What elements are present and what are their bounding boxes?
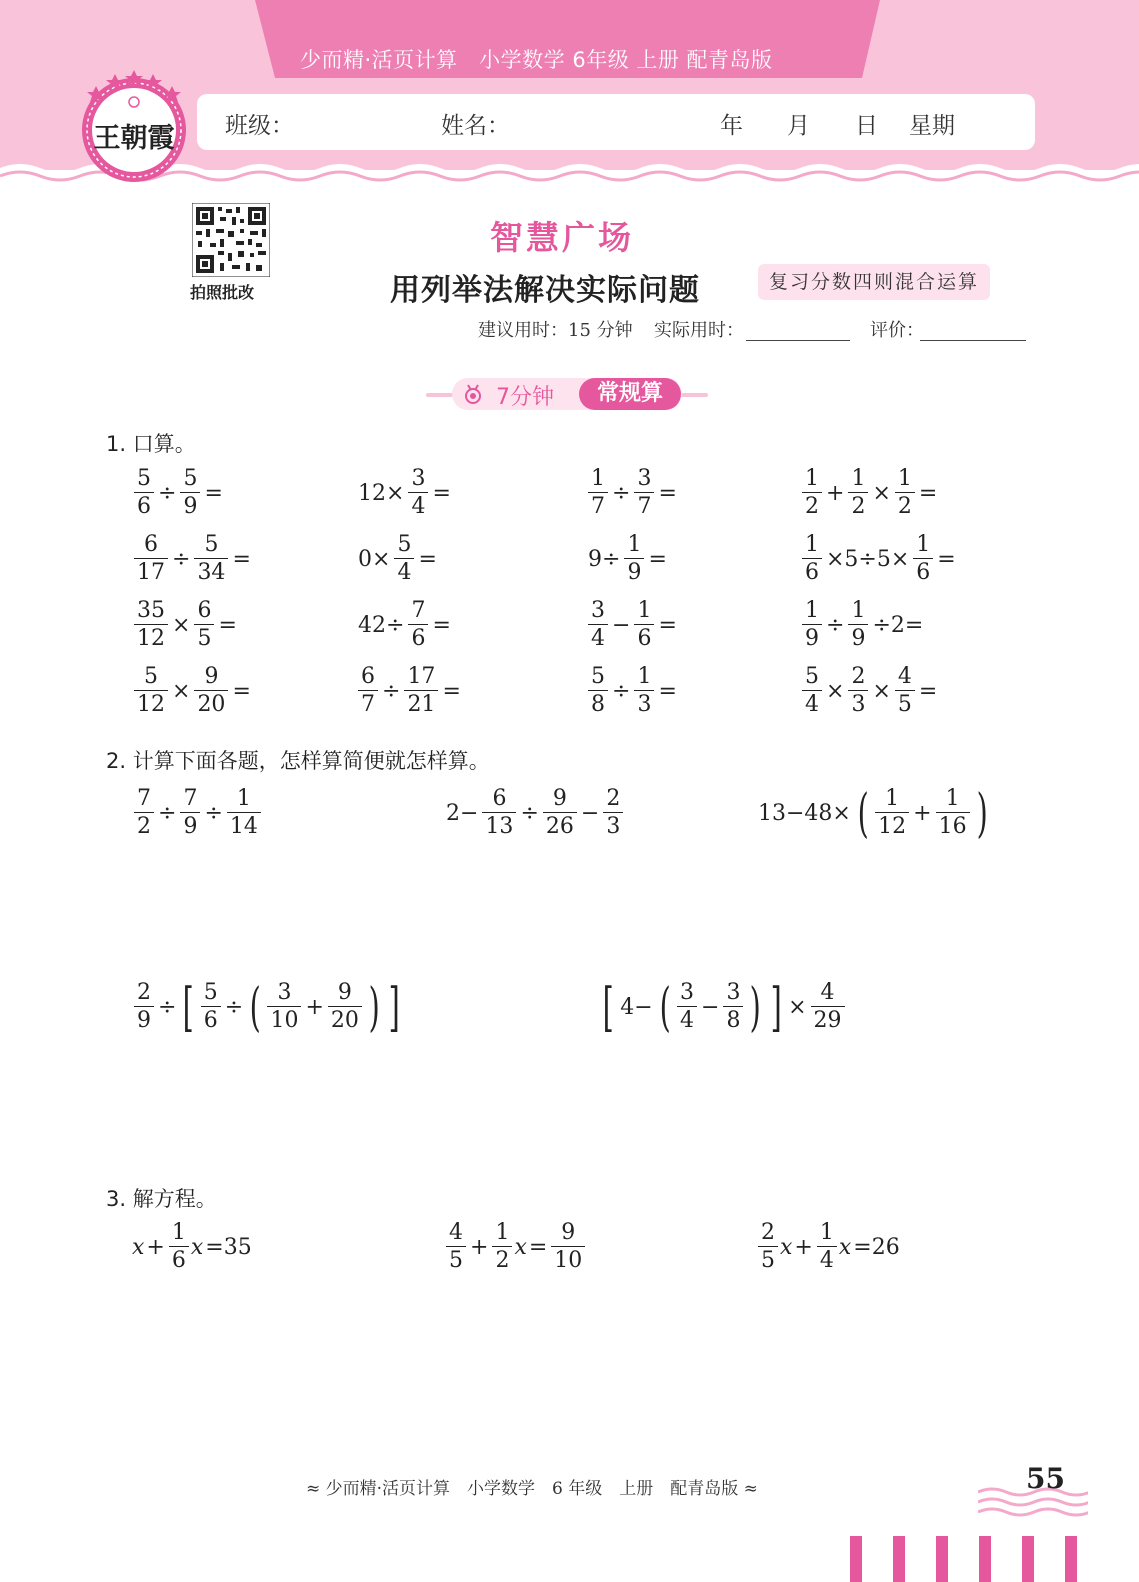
denominator: 6 <box>134 492 154 521</box>
numerator: 1 <box>916 532 931 557</box>
operator: = <box>232 679 251 704</box>
numerator: 3 <box>591 598 605 623</box>
bracket: [ <box>183 977 195 1038</box>
mental-math-item <box>132 664 253 719</box>
numerator: 2 <box>606 786 621 811</box>
fraction <box>913 532 933 587</box>
operator: ÷ <box>826 613 845 638</box>
grade-label: 评价： <box>870 320 924 341</box>
operator: − <box>701 995 720 1020</box>
bracket: ) <box>976 783 988 844</box>
numerator: 1 <box>171 1220 186 1245</box>
denominator: 13 <box>482 812 516 841</box>
denominator: 7 <box>634 492 654 521</box>
section-tag: 常规算 <box>579 378 681 410</box>
denominator: 2 <box>895 492 915 521</box>
denominator: 9 <box>180 812 200 841</box>
denominator: 12 <box>134 624 168 653</box>
numerator: 3 <box>637 466 652 491</box>
denominator: 20 <box>328 1006 362 1035</box>
denominator: 12 <box>134 690 168 719</box>
fraction <box>404 664 438 719</box>
fraction <box>194 532 228 587</box>
numerator: 7 <box>411 598 426 623</box>
fraction <box>848 598 868 653</box>
numerator: 3 <box>411 466 426 491</box>
denominator: 6 <box>408 624 428 653</box>
actual-time-field[interactable] <box>746 322 850 341</box>
page-subtitle: 用列举法解决实际问题 <box>390 273 700 308</box>
denominator: 3 <box>848 690 868 719</box>
fraction <box>267 980 301 1035</box>
operator: 9÷ <box>588 547 621 572</box>
suggested-time: 建议用时：15 分钟 <box>478 320 633 341</box>
denominator: 5 <box>194 624 214 653</box>
variable: x <box>838 1235 852 1260</box>
operator: × <box>826 679 845 704</box>
fraction <box>895 466 915 521</box>
operator: = <box>658 481 677 506</box>
operator: ÷ <box>382 679 401 704</box>
numerator: 2 <box>137 980 151 1005</box>
denominator: 26 <box>543 812 577 841</box>
denominator: 6 <box>913 558 933 587</box>
operator: 42÷ <box>358 613 405 638</box>
operator: × <box>872 481 891 506</box>
denominator: 5 <box>895 690 915 719</box>
denominator: 29 <box>811 1006 845 1035</box>
operator: + <box>913 801 932 826</box>
mental-math-item <box>356 598 453 653</box>
numerator: 1 <box>637 664 652 689</box>
footer-stripe <box>850 1536 862 1582</box>
numerator: 5 <box>203 980 218 1005</box>
fraction <box>492 1220 512 1275</box>
numerator: 1 <box>851 466 866 491</box>
review-tag: 复习分数四则混合运算 <box>758 264 990 300</box>
bracket: ( <box>857 783 869 844</box>
question-2-title: 2. 计算下面各题，怎样算简便就怎样算。 <box>106 749 490 773</box>
qr-code-icon[interactable] <box>192 203 270 277</box>
logo-text: 王朝霞 <box>93 123 175 154</box>
denominator: 10 <box>267 1006 301 1035</box>
numerator: 6 <box>197 598 212 623</box>
numerator: 1 <box>945 786 960 811</box>
mental-math-item <box>356 466 453 521</box>
numerator: 1 <box>897 466 912 491</box>
mental-math-item <box>586 466 679 521</box>
denominator: 6 <box>201 1006 221 1035</box>
numerator: 1 <box>805 532 819 557</box>
fraction <box>895 664 915 719</box>
variable: x <box>190 1235 204 1260</box>
denominator: 2 <box>802 492 822 521</box>
operator: 2− <box>446 801 479 826</box>
grade-field[interactable] <box>920 322 1026 341</box>
denominator: 2 <box>848 492 868 521</box>
operator: 4− <box>620 995 653 1020</box>
denominator: 17 <box>134 558 168 587</box>
denominator: 3 <box>634 690 654 719</box>
mental-math-item <box>132 466 225 521</box>
mental-math-item <box>800 466 939 521</box>
fraction <box>358 664 378 719</box>
fraction <box>180 786 200 841</box>
footer-stripe <box>893 1536 905 1582</box>
operator: − <box>612 613 631 638</box>
numerator: 6 <box>361 664 375 689</box>
bracket: ) <box>368 977 380 1038</box>
fraction <box>194 598 214 653</box>
mental-math-item <box>800 532 958 587</box>
operator: = <box>918 679 938 704</box>
numerator: 5 <box>204 532 219 557</box>
numerator: 2 <box>851 664 866 689</box>
operator: =35 <box>205 1235 252 1260</box>
weekday-label: 星期 <box>909 113 955 139</box>
fraction <box>634 664 654 719</box>
fraction <box>588 466 608 521</box>
operator: ÷ <box>172 547 191 572</box>
equation-problem <box>444 1220 587 1275</box>
denominator: 6 <box>802 558 822 587</box>
denominator: 7 <box>588 492 608 521</box>
denominator: 8 <box>723 1006 743 1035</box>
operator: + <box>146 1235 165 1260</box>
denominator: 7 <box>358 690 378 719</box>
denominator: 9 <box>848 624 868 653</box>
numerator: 1 <box>591 466 605 491</box>
numerator: 9 <box>552 786 567 811</box>
numerator: 5 <box>805 664 819 689</box>
operator: ÷ <box>224 995 244 1020</box>
denominator: 2 <box>134 812 154 841</box>
bracket: ) <box>750 977 762 1038</box>
operator: = <box>432 481 451 506</box>
denominator: 5 <box>758 1246 778 1275</box>
numerator: 1 <box>819 1220 834 1245</box>
name-label: 姓名： <box>441 113 510 139</box>
mental-math-item <box>800 664 939 719</box>
page-title: 智慧广场 <box>490 218 634 257</box>
variable: x <box>514 1235 527 1260</box>
operator: = <box>442 679 461 704</box>
equation-problem <box>756 1220 902 1275</box>
mental-math-item <box>586 664 679 719</box>
numerator: 1 <box>627 532 642 557</box>
numerator: 5 <box>591 664 605 689</box>
operator: = <box>232 547 251 572</box>
bracket: ] <box>388 977 400 1038</box>
denominator: 4 <box>817 1246 837 1275</box>
footer-stripe <box>1065 1536 1077 1582</box>
denominator: 9 <box>802 624 822 653</box>
fraction <box>227 786 261 841</box>
numerator: 35 <box>137 598 165 623</box>
denominator: 8 <box>588 690 608 719</box>
numerator: 6 <box>492 786 507 811</box>
fraction <box>408 466 428 521</box>
fraction <box>201 980 221 1035</box>
footer-stripe <box>936 1536 948 1582</box>
numerator: 1 <box>637 598 652 623</box>
fraction <box>134 664 168 719</box>
fraction <box>624 532 644 587</box>
denominator: 2 <box>492 1246 512 1275</box>
operator: ÷ <box>204 801 223 826</box>
footer-text: ≈ 少而精·活页计算 小学数学 6 年级 上册 配青岛版 ≈ <box>306 1479 758 1499</box>
numerator: 4 <box>820 980 835 1005</box>
year-label: 年 <box>720 113 743 139</box>
fraction <box>875 786 909 841</box>
fraction <box>394 532 414 587</box>
denominator: 3 <box>603 812 623 841</box>
operator: ÷2= <box>872 613 924 638</box>
numerator: 17 <box>407 664 436 689</box>
header-band <box>0 0 1139 190</box>
fraction <box>482 786 516 841</box>
fraction <box>134 466 154 521</box>
fraction <box>134 532 168 587</box>
numerator: 5 <box>397 532 412 557</box>
operator: + <box>305 995 324 1020</box>
operator: =26 <box>853 1235 900 1260</box>
mental-math-item <box>586 532 669 587</box>
simplify-problem <box>598 977 847 1038</box>
fraction <box>543 786 577 841</box>
denominator: 9 <box>180 492 200 521</box>
operator: × <box>172 613 191 638</box>
mental-math-item <box>132 532 253 587</box>
actual-time-label: 实际用时： <box>654 320 744 341</box>
operator: + <box>826 481 845 506</box>
numerator: 1 <box>495 1220 510 1245</box>
operator: = <box>918 481 938 506</box>
fraction <box>817 1220 837 1275</box>
variable: x <box>780 1235 793 1260</box>
numerator: 7 <box>183 786 198 811</box>
simplify-problem <box>132 786 263 841</box>
page-number: 55 <box>1026 1462 1065 1495</box>
denominator: 34 <box>194 558 228 587</box>
denominator: 6 <box>634 624 654 653</box>
fraction <box>551 1220 585 1275</box>
fraction <box>446 1220 466 1275</box>
bracket: ] <box>770 977 782 1038</box>
month-label: 月 <box>787 113 810 139</box>
fraction <box>802 598 822 653</box>
operator: ÷ <box>158 995 177 1020</box>
simplify-problem <box>444 786 625 841</box>
fraction <box>802 466 822 521</box>
fraction <box>134 786 154 841</box>
denominator: 16 <box>936 812 970 841</box>
operator: + <box>794 1235 813 1260</box>
operator: = <box>418 547 437 572</box>
numerator: 5 <box>144 664 158 689</box>
operator: = <box>432 613 451 638</box>
operator: = <box>528 1235 548 1260</box>
simplify-problem <box>756 783 992 844</box>
denominator: 5 <box>446 1246 466 1275</box>
denominator: 21 <box>404 690 438 719</box>
operator: ÷ <box>158 801 177 826</box>
numerator: 9 <box>337 980 352 1005</box>
denominator: 9 <box>624 558 644 587</box>
denominator: 4 <box>588 624 608 653</box>
student-info-box <box>197 94 1035 150</box>
numerator: 1 <box>805 598 819 623</box>
fraction <box>848 664 868 719</box>
numerator: 9 <box>561 1220 576 1245</box>
mental-math-item <box>132 598 239 653</box>
mental-math-item <box>356 664 463 719</box>
numerator: 2 <box>761 1220 775 1245</box>
numerator: 4 <box>449 1220 463 1245</box>
equation-problem <box>132 1220 254 1275</box>
operator: × <box>872 679 891 704</box>
fraction <box>328 980 362 1035</box>
fraction <box>936 786 970 841</box>
denominator: 4 <box>394 558 414 587</box>
denominator: 9 <box>134 1006 154 1035</box>
fraction <box>634 466 654 521</box>
denominator: 14 <box>227 812 261 841</box>
fraction <box>677 980 697 1035</box>
fraction <box>180 466 200 521</box>
fraction <box>134 598 168 653</box>
operator: ÷ <box>520 801 539 826</box>
numerator: 1 <box>236 786 251 811</box>
numerator: 3 <box>277 980 292 1005</box>
numerator: 1 <box>805 466 819 491</box>
operator: 12× <box>358 481 405 506</box>
numerator: 1 <box>851 598 866 623</box>
operator: = <box>218 613 237 638</box>
numerator: 4 <box>897 664 912 689</box>
numerator: 3 <box>726 980 741 1005</box>
fraction <box>758 1220 778 1275</box>
denominator: 4 <box>677 1006 697 1035</box>
numerator: 7 <box>137 786 151 811</box>
fraction <box>802 532 822 587</box>
fraction <box>194 664 228 719</box>
operator: + <box>470 1235 489 1260</box>
footer-stripe <box>1022 1536 1034 1582</box>
fraction <box>588 664 608 719</box>
section-time: 7分钟 <box>496 385 554 410</box>
denominator: 12 <box>875 812 909 841</box>
numerator: 1 <box>885 786 900 811</box>
fraction <box>802 664 822 719</box>
bracket: ( <box>659 977 671 1038</box>
simplify-problem <box>132 977 405 1038</box>
operator: ÷ <box>612 679 631 704</box>
operator: 0× <box>358 547 391 572</box>
denominator: 4 <box>802 690 822 719</box>
fraction <box>408 598 428 653</box>
qr-label: 拍照批改 <box>190 283 255 302</box>
question-3-title: 3. 解方程。 <box>106 1187 217 1211</box>
numerator: 5 <box>137 466 151 491</box>
variable: x <box>132 1235 145 1260</box>
operator: = <box>204 481 223 506</box>
numerator: 6 <box>144 532 158 557</box>
fraction <box>848 466 868 521</box>
numerator: 9 <box>204 664 219 689</box>
operator: = <box>937 547 956 572</box>
day-label: 日 <box>855 113 878 139</box>
mental-math-item <box>800 598 925 653</box>
denominator: 4 <box>408 492 428 521</box>
denominator: 10 <box>551 1246 585 1275</box>
operator: = <box>658 679 677 704</box>
fraction <box>634 598 654 653</box>
operator: = <box>658 613 677 638</box>
mental-math-item <box>356 532 439 587</box>
class-label: 班级： <box>225 113 294 139</box>
operator: × <box>788 995 807 1020</box>
denominator: 20 <box>194 690 228 719</box>
operator: = <box>648 547 667 572</box>
fraction <box>603 786 623 841</box>
mental-math-item <box>586 598 679 653</box>
numerator: 5 <box>183 466 198 491</box>
bracket: ( <box>249 977 261 1038</box>
footer-stripe <box>979 1536 991 1582</box>
question-1-title: 1. 口算。 <box>106 432 196 456</box>
bracket: [ <box>602 977 614 1038</box>
series-title: 少而精·活页计算 小学数学 6年级 上册 配青岛版 <box>300 48 773 72</box>
fraction <box>169 1220 189 1275</box>
operator: × <box>172 679 191 704</box>
operator: 13−48× <box>758 801 851 826</box>
operator: ÷ <box>158 481 177 506</box>
fraction <box>811 980 845 1035</box>
operator: ÷ <box>612 481 631 506</box>
denominator: 6 <box>169 1246 189 1275</box>
numerator: 3 <box>680 980 695 1005</box>
operator: ×5÷5× <box>826 547 910 572</box>
fraction <box>723 980 743 1035</box>
fraction <box>588 598 608 653</box>
operator: − <box>580 801 600 826</box>
medal-icon <box>462 383 484 405</box>
fraction <box>134 980 154 1035</box>
